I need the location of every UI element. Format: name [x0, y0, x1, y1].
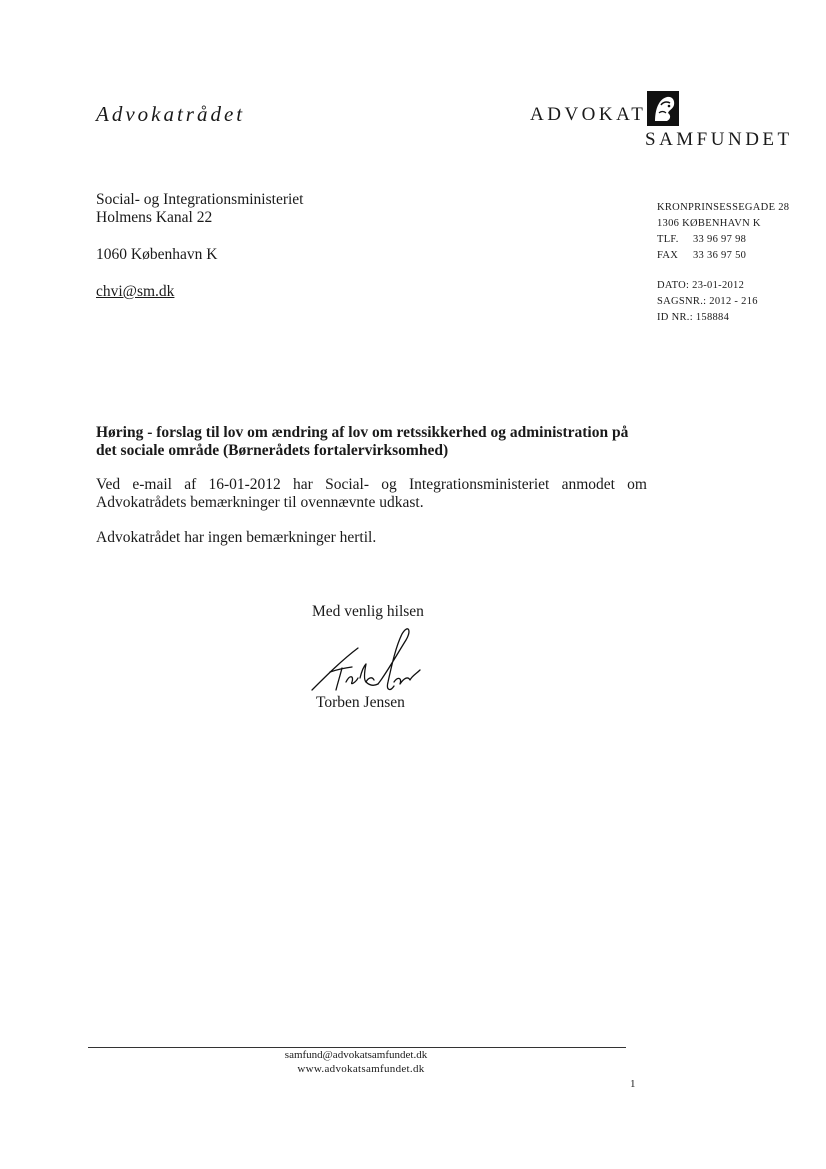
id-number: ID NR.: 158884	[657, 312, 730, 323]
recipient-email-link[interactable]: chvi@sm.dk	[96, 283, 175, 300]
logo-text-samfundet: SAMFUNDET	[645, 129, 793, 150]
fax-label: FAX	[657, 250, 679, 261]
body-paragraph-2: Advokatrådet har ingen bemærkninger hertil.	[96, 529, 377, 546]
phone-number: 33 96 97 98	[693, 234, 747, 245]
sender-city: 1306 KØBENHAVN K	[657, 218, 761, 229]
body-paragraph-1: Ved e-mail af 16-01-2012 har Social- og Integrationsministeriet anmodet om Advokatrådets bemærkninger til ovennævnte udkast.	[96, 476, 647, 511]
sender-fax	[657, 248, 789, 264]
crest-icon	[647, 91, 679, 126]
recipient-name: Social- og Integrationsministeriet	[96, 191, 304, 208]
recipient-city: 1060 København K	[96, 246, 218, 263]
footer-divider	[88, 1047, 626, 1048]
footer-website-link[interactable]: www.advokatsamfundet.dk	[297, 1063, 425, 1075]
letter-subject: Høring - forslag til lov om ændring af lov om retssikkerhed og administration på det sociale område (Børnerådets fortalervirksomhed)	[96, 424, 629, 459]
footer-email-link[interactable]: samfund@advokatsamfundet.dk	[284, 1049, 428, 1061]
page-number: 1	[630, 1078, 636, 1090]
case-number: SAGSNR.: 2012 - 216	[657, 296, 758, 307]
letter-date: DATO: 23-01-2012	[657, 280, 745, 291]
recipient-street: Holmens Kanal 22	[96, 209, 213, 226]
fax-number: 33 36 97 50	[693, 250, 747, 261]
signer-name: Torben Jensen	[316, 694, 405, 711]
organization-name: Advokatrådet	[96, 102, 246, 126]
sender-info	[657, 200, 789, 326]
closing-greeting: Med venlig hilsen	[312, 603, 424, 620]
sender-street: KRONPRINSESSEGADE 28	[657, 202, 790, 213]
logo-text-advokat: ADVOKAT	[530, 104, 647, 125]
phone-label: TLF.	[657, 234, 679, 245]
sender-phone	[657, 232, 789, 248]
recipient-address	[96, 191, 303, 227]
